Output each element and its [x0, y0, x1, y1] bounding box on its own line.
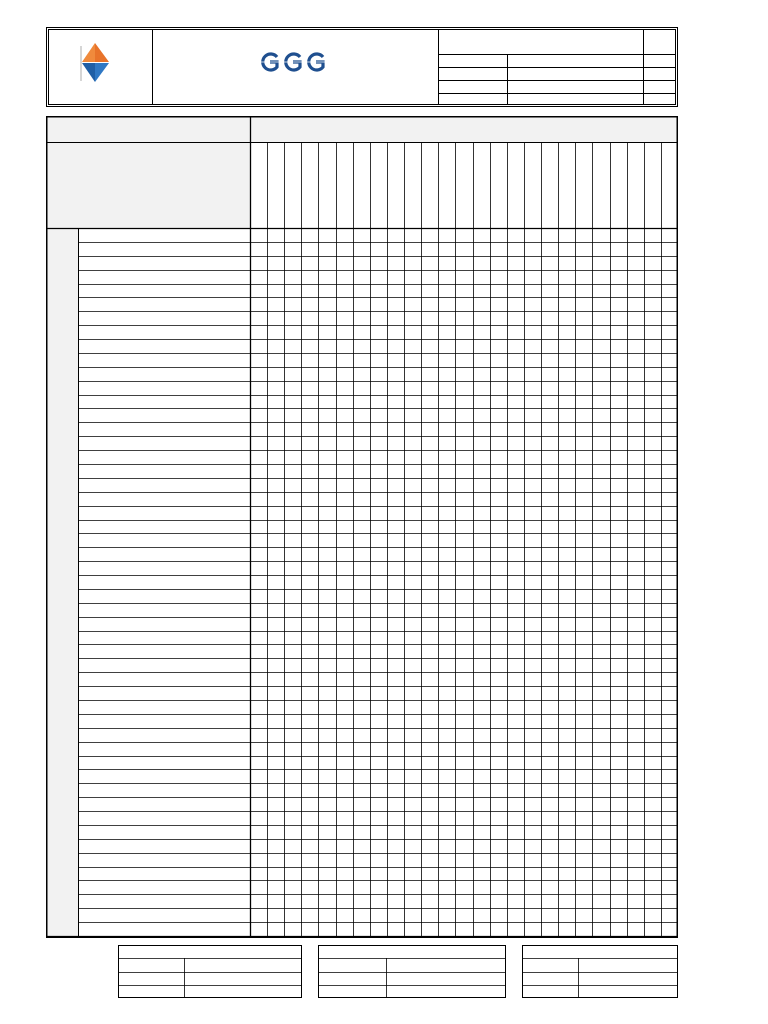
signature-box-1-lines — [118, 945, 302, 998]
checklist-grid — [46, 116, 678, 938]
ggg-logo-icon — [258, 50, 328, 74]
signature-box-1 — [118, 945, 302, 998]
diamond-logo-icon — [78, 41, 112, 85]
signature-box-3-lines — [522, 945, 678, 998]
checklist-grid-lines — [46, 116, 678, 938]
brand-logo — [258, 50, 328, 74]
signature-box-2 — [318, 945, 506, 998]
document-header — [46, 27, 678, 107]
signature-box-3 — [522, 945, 678, 998]
company-logo — [78, 41, 112, 85]
document-header-frame — [46, 27, 678, 107]
signature-box-2-lines — [318, 945, 506, 998]
